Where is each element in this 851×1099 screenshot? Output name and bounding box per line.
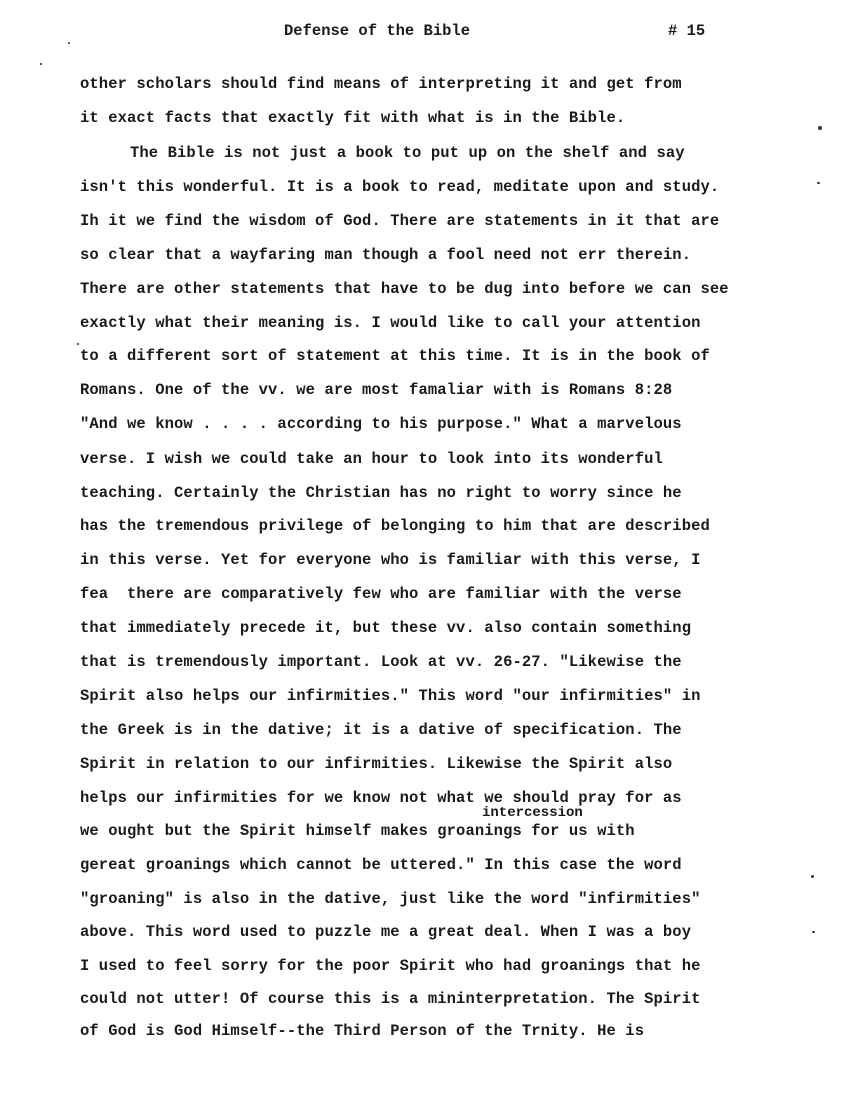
scan-speck bbox=[811, 875, 814, 878]
text-line: in this verse. Yet for everyone who is familiar with this verse, I bbox=[80, 551, 701, 569]
page-number: # 15 bbox=[668, 22, 706, 40]
page-header-title: Defense of the Bible bbox=[284, 22, 471, 40]
text-line: so clear that a wayfaring man though a fool need not err therein. bbox=[80, 246, 692, 264]
text-line: Ih it we find the wisdom of God. There are statements in it that are bbox=[80, 212, 720, 230]
text-line: has the tremendous privilege of belonging to him that are described bbox=[80, 517, 710, 535]
scan-speck bbox=[40, 63, 42, 65]
handwritten-insertion: intercession bbox=[482, 805, 583, 821]
text-line: the Greek is in the dative; it is a dative of specification. The bbox=[80, 721, 682, 739]
text-line: fea there are comparatively few who are familiar with the verse bbox=[80, 585, 682, 603]
text-line: exactly what their meaning is. I would like to call your attention bbox=[80, 314, 701, 332]
scan-speck bbox=[77, 343, 79, 345]
text-line: other scholars should find means of interpreting it and get from bbox=[80, 75, 682, 93]
text-line: that is tremendously important. Look at vv. 26-27. "Likewise the bbox=[80, 653, 682, 671]
text-line: "And we know . . . . according to his purpose." What a marvelous bbox=[80, 415, 682, 433]
text-line: verse. I wish we could take an hour to look into its wonderful bbox=[80, 450, 663, 468]
text-line: Spirit also helps our infirmities." This word "our infirmities" in bbox=[80, 687, 701, 705]
text-line: I used to feel sorry for the poor Spirit who had groanings that he bbox=[80, 957, 701, 975]
text-line: Romans. One of the vv. we are most famaliar with is Romans 8:28 bbox=[80, 381, 673, 399]
text-line: teaching. Certainly the Christian has no right to worry since he bbox=[80, 484, 682, 502]
text-line: isn't this wonderful. It is a book to read, meditate upon and study. bbox=[80, 178, 720, 196]
text-line: it exact facts that exactly fit with what is in the Bible. bbox=[80, 109, 626, 127]
text-line: above. This word used to puzzle me a great deal. When I was a boy bbox=[80, 923, 692, 941]
scan-speck bbox=[68, 42, 70, 44]
text-line: we ought but the Spirit himself makes groanings for us with bbox=[80, 822, 635, 840]
text-line: There are other statements that have to be dug into before we can see bbox=[80, 280, 729, 298]
text-line: Spirit in relation to our infirmities. Likewise the Spirit also bbox=[80, 755, 673, 773]
text-line: "groaning" is also in the dative, just like the word "infirmities" bbox=[80, 890, 701, 908]
text-line: that immediately precede it, but these vv. also contain something bbox=[80, 619, 692, 637]
text-line: could not utter! Of course this is a mininterpretation. The Spirit bbox=[80, 990, 701, 1008]
text-line: gereat groanings which cannot be uttered." In this case the word bbox=[80, 856, 682, 874]
scan-speck bbox=[812, 931, 815, 933]
text-line: The Bible is not just a book to put up on the shelf and say bbox=[130, 144, 685, 162]
text-line: to a different sort of statement at this time. It is in the book of bbox=[80, 347, 710, 365]
scan-speck bbox=[818, 126, 822, 130]
text-line: of God is God Himself--the Third Person of the Trnity. He is bbox=[80, 1022, 645, 1040]
text-line: helps our infirmities for we know not what we should pray for as bbox=[80, 789, 682, 807]
scan-speck bbox=[817, 182, 820, 184]
